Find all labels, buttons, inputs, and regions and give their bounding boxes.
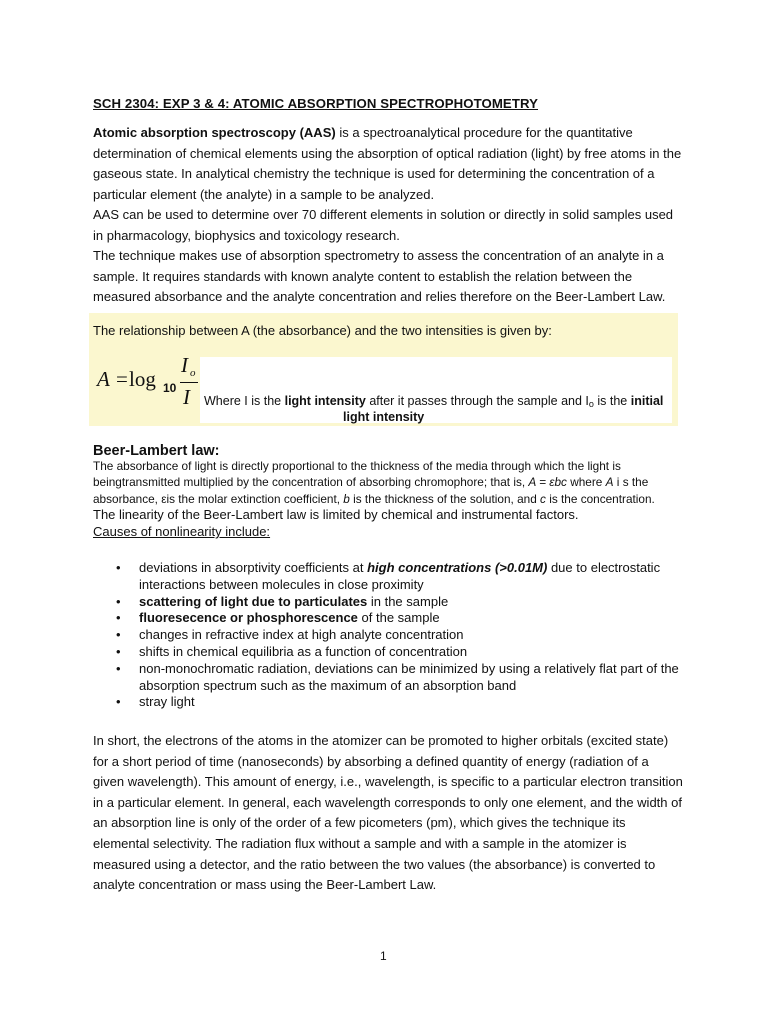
item-text: stray light [139,694,195,710]
bullet-marker: • [116,560,121,575]
list-item [93,560,683,594]
bullet-marker: • [116,694,121,710]
aas-definition-text: is a spectroanalytical procedure for the quantitative determination of chemical elements using the absorption of optical radiation (light) by free atoms in the gaseous state. In analytical chemistry the technique is used for determining the concentration of a particular element (the analyte) in a sample to be analyzed. [93,125,682,202]
formula-numerator-subscript: o [190,367,196,379]
item-text: due to electrostatic interactions between molecules in close proximity [139,560,661,592]
bl-var-c: c [540,491,546,506]
bl-equation: A = εbc [528,474,567,489]
bullet-marker: • [116,627,121,643]
bl-text: i s the absorbance, εis the molar extinction coefficient, [93,474,649,506]
page-title: SCH 2304: EXP 3 & 4: ATOMIC ABSORPTION SPECTROPHOTOMETRY [93,96,539,111]
list-item [93,610,683,627]
summary-paragraph: In short, the electrons of the atoms in the atomizer can be promoted to higher orbitals (excited state) for a short period of time (nanoseconds) by absorbing a defined quantity of energy (radiation of a given wavelength). This amount of energy, i.e., wavelength, is specific to a particular electron transition in a particular element. In general, each wavelength corresponds to only one element, and the width of an absorption line is only of the order of a few picometers (pm), which gives the technique its elemental selectivity. The radiation flux without a sample and with a sample in the atomizer is measured using a detector, and the ratio between the two values (the absorbance) is converted to analyte concentration or mass using the Beer-Lambert Law. [93,733,683,893]
list-item [93,661,683,695]
bl-text: The absorbance of light is directly proportional to the thickness of the media through which the light is beingtransmitted multiplied by the concentration of absorbing chromophore; that is, [93,459,621,489]
bullet-marker: • [116,593,121,609]
bl-text: is the thickness of the solution, and [349,491,541,506]
aas-technique: The technique makes use of absorption spectrometry to assess the concentration of an analyte in a sample. It requires standards with known analyte content to establish the relation between the measured absorbance and the analyte concentration and relies therefore on the Beer-Lambert Law. [93,248,666,304]
formula-equals: = [116,367,128,391]
aas-uses: AAS can be used to determine over 70 different elements in solution or directly in solid samples used in pharmacology, biophysics and toxicology research. [93,207,674,243]
aas-definition [93,123,683,205]
list-item [93,644,683,661]
item-text: deviations in absorptivity coefficients at [139,560,368,575]
intro-section [93,96,683,308]
caption-subscript: o [588,399,594,409]
item-text: of the sample [357,610,440,626]
list-item [93,627,683,644]
intro-paragraphs [93,123,683,308]
caption-part: is the [593,394,631,408]
beer-lambert-body [93,459,673,541]
beer-lambert-heading: Beer-Lambert law: [93,443,220,459]
aas-term: Atomic absorption spectroscopy (AAS) [93,125,336,140]
item-text: changes in refractive index at high analyte concentration [139,627,464,643]
causes-heading: Causes of nonlinearity include: [93,524,271,540]
formula-log-base: 10 [163,381,177,395]
caption-term-initial: initial [630,394,664,408]
item-text: non-monochromatic radiation, deviations can be minimized by using a relatively flat part of the absorption spectrum such as the maximum of an absorption band [139,660,679,693]
caption-term-light-intensity: light intensity [284,394,366,408]
list-item [93,694,683,711]
bullet-marker: • [116,643,121,659]
bl-var-a: A [605,474,614,489]
item-text: shifts in chemical equilibria as a function of concentration [139,643,468,659]
item-emphasis: scattering of light due to particulates [139,593,368,609]
relationship-text: The relationship between A (the absorbance) and the two intensities is given by: [93,323,552,338]
item-emphasis: high concentrations (>0.01M) [367,560,548,575]
formula-numerator: I [181,353,188,377]
item-emphasis: fluoresecence or phosphorescence [139,610,358,626]
bl-var-b: b [343,491,350,506]
formula-log: log [129,367,156,391]
bl-text: where [566,474,606,489]
list-item [93,594,683,611]
formula-caption-line1 [204,394,663,409]
nonlinearity-causes-list [93,560,683,711]
caption-part: after it passes through the sample and I [365,394,589,408]
item-text: in the sample [367,593,449,609]
bl-linearity: The linearity of the Beer-Lambert law is limited by chemical and instrumental factors. [93,507,579,523]
bl-text: is the concentration. [545,491,655,506]
formula-fraction-bar [180,382,198,383]
formula-denominator: I [183,385,190,409]
formula-A: A [97,367,110,391]
formula-caption-line2: light intensity [343,410,425,424]
bullet-marker: • [116,660,121,676]
formula-caption-box [200,357,672,423]
page-number: 1 [380,949,387,963]
bullet-marker: • [116,610,121,626]
caption-part: Where I is the [204,394,285,408]
